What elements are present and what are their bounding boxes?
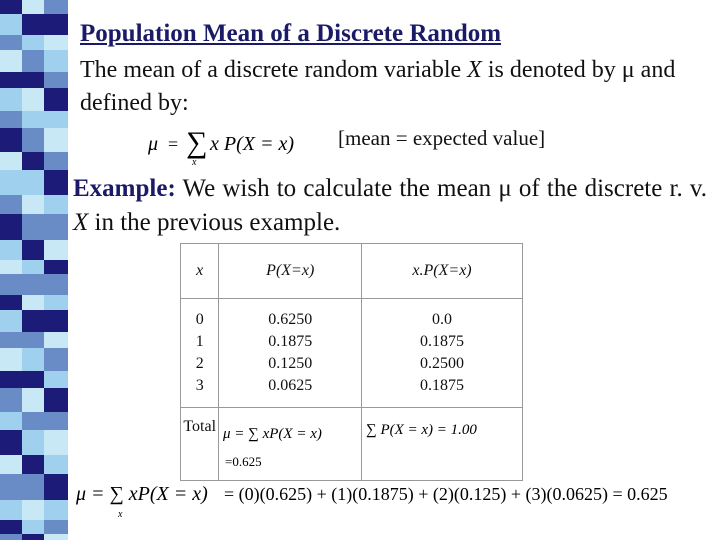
stripe-block (22, 50, 46, 72)
stripe-block (22, 0, 46, 14)
stripe-block (0, 50, 24, 72)
x-value: 0 (195, 311, 204, 328)
stripe-block (22, 195, 46, 214)
stripe-block (22, 88, 46, 111)
stripe-block (0, 14, 24, 35)
decorative-stripe (0, 0, 68, 540)
stripe-block (44, 214, 68, 240)
stripe-block (44, 500, 68, 520)
column-p-values (219, 299, 362, 408)
stripe-block (22, 332, 46, 348)
definition-text (80, 54, 708, 120)
stripe-block (22, 128, 46, 152)
stripe-block (0, 152, 24, 170)
stripe-block (22, 295, 46, 310)
table-values-row (181, 299, 523, 408)
stripe-block (0, 214, 24, 240)
stripe-block (22, 371, 46, 388)
stripe-block (44, 332, 68, 348)
stripe-block (44, 260, 68, 274)
stripe-block (22, 72, 46, 88)
variable-x: X (467, 57, 482, 83)
stripe-block (0, 520, 24, 534)
stripe-block (0, 111, 24, 128)
p-value: 0.6250 (268, 311, 313, 328)
mean-formula-sigma: ∑ (186, 126, 208, 159)
header-xpx: x.P(X=x) (362, 244, 523, 299)
stripe-block (22, 170, 46, 195)
total-prob-cell (362, 408, 523, 481)
slide-title: Population Mean of a Discrete Random (80, 20, 502, 47)
stripe-block (44, 88, 68, 111)
stripe-block (0, 128, 24, 152)
stripe-block (44, 240, 68, 260)
table-total-row (181, 408, 523, 481)
stripe-block (0, 412, 24, 430)
xp-value: 0.2500 (420, 355, 465, 372)
stripe-block (0, 295, 24, 310)
definition-text-part1: The mean of a discrete random variable (80, 57, 468, 83)
stripe-block (44, 520, 68, 534)
stripe-block (22, 274, 46, 295)
stripe-block (0, 500, 24, 520)
stripe-block (44, 50, 68, 72)
stripe-block (44, 274, 68, 295)
stripe-block (44, 128, 68, 152)
stripe-block (0, 388, 24, 412)
x-value: 2 (195, 355, 204, 372)
stripe-block (0, 274, 24, 295)
total-prob-formula (362, 408, 502, 448)
stripe-block (22, 388, 46, 412)
stripe-block (0, 534, 24, 540)
stripe-block (0, 72, 24, 88)
mean-note: [mean = expected value] (338, 126, 546, 150)
total-mean-value: =0.625 (225, 454, 262, 469)
stripe-block (44, 310, 68, 332)
stripe-block (44, 371, 68, 388)
stripe-block (0, 0, 24, 14)
total-mean-body: μ = ∑ xP(X = x) (223, 426, 323, 442)
stripe-block (44, 35, 68, 50)
stripe-block (0, 332, 24, 348)
stripe-block (22, 260, 46, 274)
stripe-block (22, 214, 46, 240)
header-x: x (181, 244, 219, 299)
xp-value: 0.1875 (420, 377, 465, 394)
stripe-block (22, 500, 46, 520)
stripe-block (44, 111, 68, 128)
stripe-block (44, 348, 68, 371)
mean-formula-body: x P(X = x) (210, 133, 295, 155)
stripe-block (22, 35, 46, 50)
stripe-block (44, 195, 68, 214)
xp-value: 0.1875 (420, 333, 465, 350)
stripe-block (22, 534, 46, 540)
stripe-block (44, 388, 68, 412)
bottom-calculation-formula (74, 476, 714, 520)
stripe-block (44, 14, 68, 35)
stripe-block (0, 310, 24, 332)
stripe-block (44, 0, 68, 14)
definition-text-part2: is denoted by μ and defined by: (80, 57, 676, 116)
x-value: 3 (195, 377, 204, 394)
xp-value: 0.0 (432, 311, 453, 328)
stripe-block (22, 474, 46, 500)
stripe-block (0, 240, 24, 260)
stripe-block (0, 371, 24, 388)
stripe-block (44, 412, 68, 430)
header-px: P(X=x) (219, 244, 362, 299)
stripe-block (22, 152, 46, 170)
bottom-formula-index: x (118, 509, 123, 520)
stripe-block (44, 455, 68, 474)
stripe-block (22, 111, 46, 128)
stripe-block (0, 430, 24, 455)
example-text-part2: in the previous example. (88, 209, 341, 236)
table-header-row (181, 244, 523, 299)
stripe-block (44, 72, 68, 88)
stripe-block (22, 455, 46, 474)
stripe-block (0, 260, 24, 274)
stripe-block (44, 170, 68, 195)
stripe-block (22, 240, 46, 260)
example-label: Example: (73, 175, 176, 202)
p-value: 0.1875 (268, 333, 313, 350)
stripe-block (44, 474, 68, 500)
stripe-block (0, 195, 24, 214)
stripe-block (0, 348, 24, 371)
mean-formula-index: x (192, 157, 197, 168)
stripe-block (44, 430, 68, 455)
stripe-block (22, 520, 46, 534)
example-text (73, 172, 707, 240)
p-value: 0.1250 (268, 355, 313, 372)
x-value: 1 (195, 333, 204, 350)
stripe-block (0, 455, 24, 474)
example-text-part1: We wish to calculate the mean μ of the discrete r. v. (175, 175, 707, 202)
stripe-block (22, 310, 46, 332)
mean-formula (146, 120, 336, 168)
column-xp-values (362, 299, 523, 408)
stripe-block (44, 295, 68, 310)
stripe-block (0, 35, 24, 50)
stripe-block (22, 412, 46, 430)
probability-table (180, 243, 523, 481)
bottom-formula-lhs: μ = ∑ xP(X = x) (76, 483, 208, 505)
stripe-block (44, 152, 68, 170)
mean-formula-mu: μ (148, 133, 159, 155)
example-variable-x: X (73, 209, 89, 236)
mean-formula-eq: = (168, 134, 179, 154)
p-value: 0.0625 (268, 377, 313, 394)
stripe-block (44, 534, 68, 540)
stripe-block (22, 430, 46, 455)
stripe-block (0, 170, 24, 195)
stripe-block (22, 348, 46, 371)
total-mean-formula (219, 414, 343, 474)
total-mean-cell (219, 408, 362, 481)
total-prob-body: ∑ P(X = x) = 1.00 (366, 422, 477, 438)
column-x-values (181, 299, 219, 408)
total-label: Total (181, 408, 219, 481)
bottom-formula-rhs: = (0)(0.625) + (1)(0.1875) + (2)(0.125) + (3)(0.0625) = 0.625 (224, 484, 668, 504)
stripe-block (22, 14, 46, 35)
stripe-block (0, 88, 24, 111)
stripe-block (0, 474, 24, 500)
